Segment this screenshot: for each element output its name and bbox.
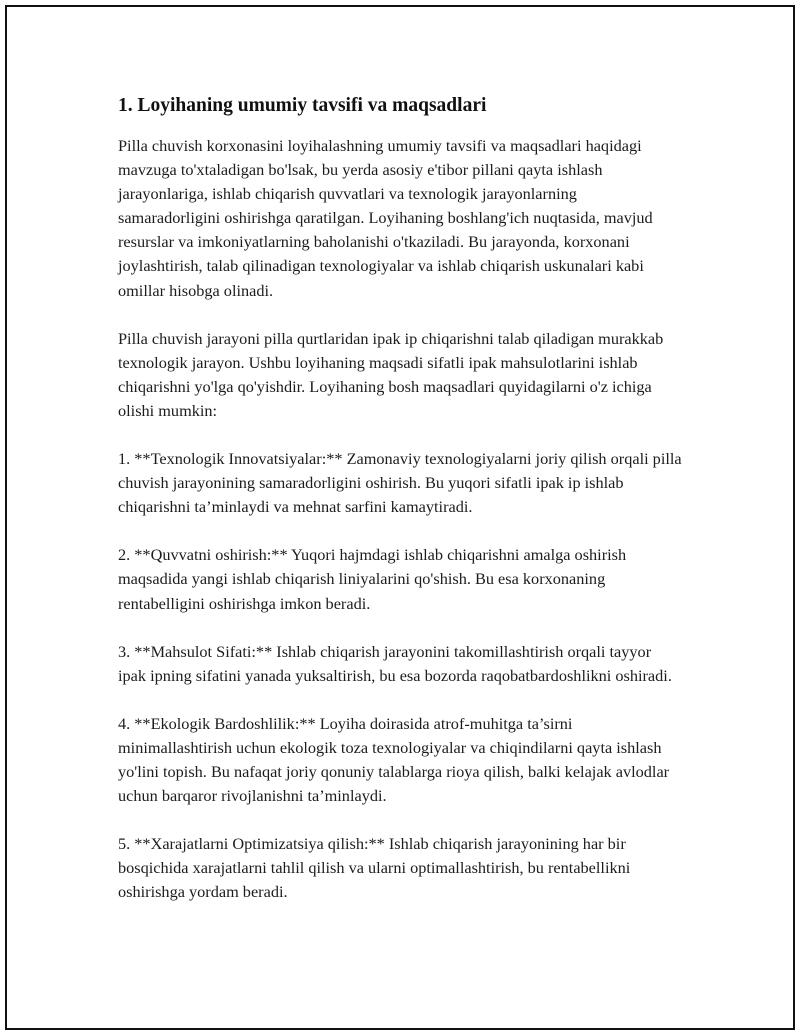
process-paragraph: Pilla chuvish jarayoni pilla qurtlaridan ipak ip chiqarishni talab qiladigan murakkab texnologik jarayon. Ushbu loyihaning maqsadi sifatli ipak mahsulotlarini ishlab chiqarishni yo'lga qo'yishdir. Loyihaning bosh maqsadlari quyidagilarni o'z ichiga olishi mumkin: bbox=[118, 328, 664, 420]
document-body bbox=[118, 92, 683, 928]
goal-item-ecology: 4. **Ekologik Bardoshlilik:** Loyiha doirasida atrof-muhitga ta’sirni minimallashtirish uchun ekologik toza texnologiyalar va chiqindilarni qayta ishlash yo'lini topish. Bu nafaqat joriy qonuniy talablarga rioya qilish, balki kelajak avlodlar uchun barqaror rivojlanishni ta’minlaydi. bbox=[118, 713, 670, 806]
intro-paragraph: Pilla chuvish korxonasini loyihalashning umumiy tavsifi va maqsadlari haqidagi mavzuga to'xtaladigan bo'lsak, bu yerda asosiy e'tibor pillani qayta ishlash jarayonlariga, ishlab chiqarish quvvatlari va texnologik jarayonlarning samaradorligini oshirishga qaratilgan. Loyihaning boshlang'ich nuqtasida, mavjud resurslar va imkoniyatlarning baholanishi o'tkaziladi. Bu jarayonda, korxonani joylashtirish, talab qilinadigan texnologiyalar va ishlab chiqarish uskunalari kabi omillar hisobga olinadi. bbox=[118, 136, 653, 300]
goal-item-costs: 5. **Xarajatlarni Optimizatsiya qilish:** Ishlab chiqarish jarayonining har bir bosqichida xarajatlarni tahlil qilish va ularni optimallashtirish, bu rentabellikni oshirishga yordam beradi. bbox=[118, 834, 631, 902]
goal-item-quality: 3. **Mahsulot Sifati:** Ishlab chiqarish jarayonini takomillashtirish orqali tayyor ipak ipning sifatini yanada yuksaltirish, bu esa bozorda raqobatbardoshlikni oshiradi. bbox=[118, 641, 672, 685]
section-heading: 1. Loyihaning umumiy tavsifi va maqsadlari bbox=[118, 95, 487, 116]
goal-item-capacity: 2. **Quvvatni oshirish:** Yuqori hajmdagi ishlab chiqarishni amalga oshirish maqsadida yangi ishlab chiqarish liniyalarini qo'shish. Bu esa korxonaning rentabelligini oshirishga imkon beradi. bbox=[118, 545, 627, 613]
goal-item-technology: 1. **Texnologik Innovatsiyalar:** Zamonaviy texnologiyalarni joriy qilish orqali pilla chuvish jarayonining samaradorligini oshirish. Bu yuqori sifatli ipak ip ishlab chiqarishni ta’minlaydi va mehnat sarfini kamaytiradi. bbox=[118, 449, 682, 517]
